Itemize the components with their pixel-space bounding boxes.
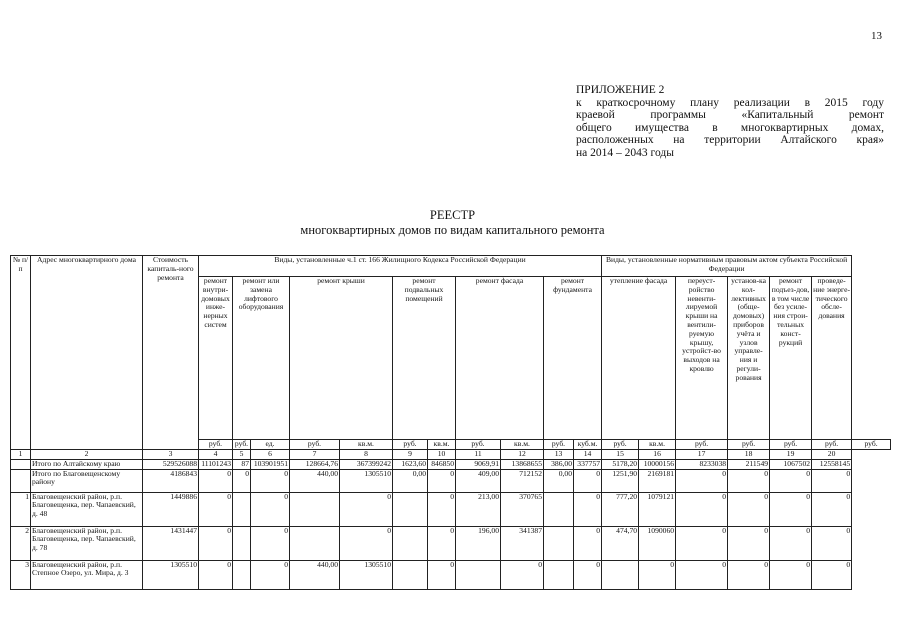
unit-cell: ед. [251,440,290,450]
row-value [544,560,574,589]
registry-subtitle: многоквартирных домов по видам капитального ремонта [300,223,605,237]
row-value: 386,00 [544,459,574,469]
row-number: 1 [11,492,31,526]
row-address: Благовещенский район, р.п. Благовещенка, пер. Чапаевский, д. 78 [31,526,143,560]
table-row [11,492,891,526]
column-number-cell: 13 [544,449,574,459]
header-num: № п/п [11,256,31,450]
row-value: 0 [812,469,852,492]
page-number: 13 [871,30,882,42]
column-number-cell: 19 [770,449,812,459]
table-row [11,469,891,492]
header-energy-survey: проведе-ние энерге-тического обсле-дования [812,277,852,440]
unit-cell: руб. [456,440,501,450]
row-value: 0 [251,492,290,526]
column-number-cell: 8 [340,449,393,459]
row-value: 1079121 [639,492,676,526]
unit-cell: руб. [233,440,251,450]
column-number-cell: 11 [456,449,501,459]
row-value: 0 [676,492,728,526]
row-value: 9069,91 [456,459,501,469]
registry-title: РЕЕСТР [429,208,476,222]
column-number-cell: 20 [812,449,852,459]
header-engineering: ремонт внутри-домовых инже-нерных систем [199,277,233,440]
row-value [290,492,340,526]
row-value: 213,00 [456,492,501,526]
row-value: 0 [770,492,812,526]
column-number-cell: 16 [639,449,676,459]
unit-cell: руб. [770,440,812,450]
appendix-line-3: общего имущества в многоквартирных домах, [576,121,884,134]
row-value: 0 [574,469,602,492]
row-value: 712152 [501,469,544,492]
row-value: 196,00 [456,526,501,560]
row-value: 0 [676,469,728,492]
row-value [544,492,574,526]
row-value: 1090060 [639,526,676,560]
unit-cell: руб. [290,440,340,450]
row-value: 0 [770,560,812,589]
header-insulation: утепление фасада [602,277,676,440]
row-value: 5178,20 [602,459,639,469]
row-value: 341387 [501,526,544,560]
row-value: 367399242 [340,459,393,469]
column-number-cell: 15 [602,449,639,459]
row-value: 0 [574,492,602,526]
row-value: 1305510 [340,560,393,589]
row-value: 1623,60 [393,459,428,469]
row-value: 1449886 [143,492,199,526]
registry-table [10,255,891,590]
row-number [11,469,31,492]
row-value [233,492,251,526]
header-lift: ремонт или замена лифтового оборудования [233,277,290,440]
header-basement: ремонт подвальных помещений [393,277,456,440]
row-value [290,526,340,560]
header-facade: ремонт фасада [456,277,544,440]
row-value: 0 [340,492,393,526]
column-number-cell: 17 [676,449,728,459]
row-value: 0 [812,560,852,589]
column-number-cell: 3 [143,449,199,459]
row-value: 0 [812,492,852,526]
row-value: 12558145 [812,459,852,469]
column-numbers-row [11,449,891,459]
row-value [393,492,428,526]
appendix-line-5: на 2014 – 2043 годы [576,146,674,159]
row-value: 0 [728,492,770,526]
row-address: Итого по Благовещенскому району [31,469,143,492]
row-value [233,526,251,560]
row-value: 0 [199,526,233,560]
row-value: 846850 [428,459,456,469]
column-number-cell: 14 [574,449,602,459]
row-value: 0 [233,469,251,492]
row-value: 1067502 [770,459,812,469]
row-value: 0 [199,469,233,492]
row-value: 370765 [501,492,544,526]
row-value: 13868655 [501,459,544,469]
row-value: 10000156 [639,459,676,469]
unit-cell: кв.м. [428,440,456,450]
row-value: 1431447 [143,526,199,560]
row-value: 0 [728,560,770,589]
row-value: 0,00 [393,469,428,492]
header-foundation: ремонт фундамента [544,277,602,440]
row-value: 0 [574,526,602,560]
row-number: 3 [11,560,31,589]
row-value: 440,00 [290,469,340,492]
row-value: 0 [574,560,602,589]
row-value: 0 [428,469,456,492]
column-number-cell: 2 [31,449,143,459]
header-address: Адрес многоквартирного дома [31,256,143,450]
row-value: 2169181 [639,469,676,492]
row-value: 0 [770,526,812,560]
header-entrances: ремонт подъез-дов, в том числе без усиле-ния строи-тельных конст-рукций [770,277,812,440]
row-value [233,560,251,589]
column-number-cell: 9 [393,449,428,459]
row-value: 1305510 [340,469,393,492]
row-value: 211549 [728,459,770,469]
table-row [11,560,891,589]
unit-cell: кв.м. [340,440,393,450]
row-value: 474,70 [602,526,639,560]
appendix-line-4: расположенных на территории Алтайского края» [576,134,884,146]
row-value: 0 [501,560,544,589]
row-value: 0 [199,560,233,589]
row-value: 0 [340,526,393,560]
row-value: 8233038 [676,459,728,469]
unit-cell: руб. [602,440,639,450]
appendix-line-1: к краткосрочному плану реализации в 2015 году [576,96,884,109]
table-row [11,459,891,469]
unit-cell: руб. [199,440,233,450]
row-value: 11101243 [199,459,233,469]
row-value: 4186843 [143,469,199,492]
appendix-block [576,84,884,159]
row-value: 87 [233,459,251,469]
column-number-cell: 12 [501,449,544,459]
column-number-cell: 6 [251,449,290,459]
header-reroof: переуст-ройство невенти-лируемой крыши на вентили-руемую крышу, устройст-во выходов на кровлю [676,277,728,440]
header-roof: ремонт крыши [290,277,393,440]
registry-body [11,459,891,589]
row-value: 0 [770,469,812,492]
column-number-cell: 5 [233,449,251,459]
row-value: 0,00 [544,469,574,492]
unit-cell: руб. [676,440,728,450]
row-value: 0 [812,526,852,560]
row-value: 440,00 [290,560,340,589]
row-value: 0 [251,560,290,589]
row-value [393,526,428,560]
row-value: 529526088 [143,459,199,469]
column-number-cell: 7 [290,449,340,459]
row-value [393,560,428,589]
unit-cell: куб.м. [574,440,602,450]
row-value: 0 [676,526,728,560]
unit-cell: руб. [393,440,428,450]
row-address: Итого по Алтайскому краю [31,459,143,469]
row-value: 0 [728,526,770,560]
header-group-subject: Виды, установленные нормативным правовым актом субъекта Российской Федерации [602,256,852,277]
table-row [11,526,891,560]
appendix-title: ПРИЛОЖЕНИЕ 2 [576,84,665,96]
column-number-cell: 18 [728,449,770,459]
row-value: 0 [251,469,290,492]
row-number: 2 [11,526,31,560]
column-number-cell: 10 [428,449,456,459]
row-value: 103901951 [251,459,290,469]
row-value: 0 [728,469,770,492]
row-value: 1251,90 [602,469,639,492]
unit-cell: руб. [728,440,770,450]
header-group-housing-code: Виды, установленные ч.1 ст. 166 Жилищного Кодекса Российской Федерации [199,256,602,277]
unit-cell: кв.м. [501,440,544,450]
row-value: 0 [199,492,233,526]
appendix-line-2: краевой программы «Капитальный ремонт [576,109,884,121]
header-cost: Стоимость капиталь-ного ремонта [143,256,199,450]
row-value: 1305510 [143,560,199,589]
row-value: 0 [428,560,456,589]
row-value: 128664,76 [290,459,340,469]
column-number-cell: 4 [199,449,233,459]
row-value [456,560,501,589]
row-address: Благовещенский район, р.п. Благовещенка, пер. Чапаевский, д. 48 [31,492,143,526]
unit-cell: руб. [812,440,852,450]
row-value: 0 [639,560,676,589]
row-value: 337757 [574,459,602,469]
column-number-cell: 1 [11,449,31,459]
row-value [602,560,639,589]
row-value: 777,20 [602,492,639,526]
row-value [544,526,574,560]
unit-cell: руб. [852,440,891,450]
row-number [11,459,31,469]
row-address: Благовещенский район, р.п. Степное Озеро, ул. Мира, д. 3 [31,560,143,589]
row-value: 0 [428,526,456,560]
unit-cell: руб. [544,440,574,450]
row-value: 0 [251,526,290,560]
row-value: 0 [676,560,728,589]
row-value: 409,00 [456,469,501,492]
header-meters: установ-ка кол-лективных (обще-домовых) приборов учёта и узлов управле-ния и регули-рования [728,277,770,440]
unit-cell: кв.м. [639,440,676,450]
row-value: 0 [428,492,456,526]
